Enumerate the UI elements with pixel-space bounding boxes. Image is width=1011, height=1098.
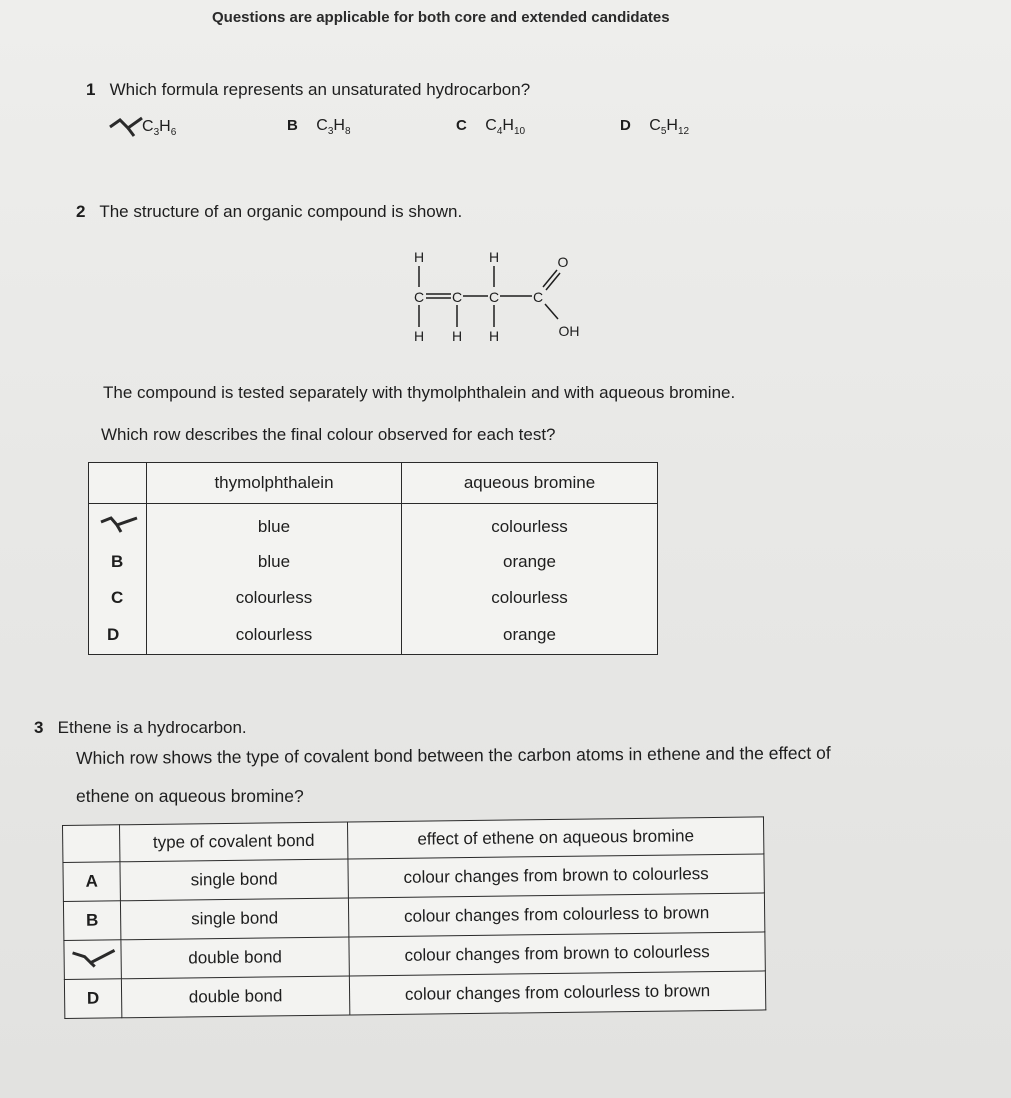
table-header-letter	[89, 463, 147, 504]
q1-option-d-letter: D	[620, 117, 631, 134]
atom-c-3: C	[488, 289, 500, 305]
question-3-prompt-line-1: Which row shows the type of covalent bond between the carbon atoms in ethene and the effect of	[76, 742, 831, 768]
row-b-effect: colour changes from colourless to brown	[348, 893, 764, 937]
row-letter-c	[64, 940, 121, 980]
row-b-bond-type: single bond	[120, 898, 348, 940]
question-2-number: 2	[76, 202, 86, 221]
atom-h-bottom-3: H	[488, 328, 500, 344]
row-letter-c: C	[89, 580, 147, 616]
question-3-prompt-line-2: ethene on aqueous bromine?	[76, 786, 304, 806]
q1-option-c-formula: $C_4H_{10}$	[485, 117, 526, 138]
row-c-bond-type: double bond	[121, 937, 349, 979]
q1-option-d[interactable]	[620, 117, 689, 137]
question-1	[86, 80, 530, 100]
question-2-text: The structure of an organic compound is shown.	[99, 202, 463, 221]
question-2-answer-table	[88, 462, 658, 655]
q1-option-c[interactable]	[456, 117, 525, 137]
atom-h-top-left: H	[413, 249, 425, 265]
question-3-answer-table	[62, 816, 766, 1019]
tick-mark-icon	[99, 514, 139, 536]
row-letter-b: B	[89, 544, 147, 580]
table-row[interactable]	[89, 580, 658, 616]
question-1-number: 1	[86, 80, 96, 99]
table-header-row	[89, 463, 658, 504]
question-2	[76, 202, 462, 222]
q1-option-b-letter: B	[287, 117, 298, 134]
q1-option-a-formula: $C_3H_6$	[142, 118, 177, 139]
atom-h-bottom-2: H	[451, 328, 463, 344]
question-3-number: 3	[34, 718, 44, 737]
table-header-bond-type: type of covalent bond	[120, 822, 348, 862]
row-letter-a	[89, 504, 147, 545]
question-3	[34, 718, 247, 738]
row-a-thymolphthalein: blue	[147, 504, 402, 545]
table-row[interactable]	[89, 544, 658, 580]
atom-c-4: C	[532, 289, 544, 305]
row-d-effect: colour changes from colourless to brown	[349, 971, 765, 1015]
table-row[interactable]	[89, 504, 658, 545]
row-c-effect: colour changes from brown to colourless	[349, 932, 765, 976]
table-header-letter	[63, 825, 120, 863]
question-1-text: Which formula represents an unsaturated hydrocarbon?	[109, 80, 531, 99]
q1-option-b-formula: $C_3H_8$	[316, 117, 351, 138]
row-c-bromine: colourless	[402, 580, 658, 616]
table-row[interactable]	[64, 971, 765, 1019]
q1-option-b[interactable]	[287, 117, 351, 137]
row-a-effect: colour changes from brown to colourless	[348, 854, 764, 898]
atom-c-1: C	[413, 289, 425, 305]
row-a-bond-type: single bond	[120, 859, 348, 901]
q1-option-d-formula: $C_5H_{12}$	[649, 117, 690, 138]
atom-c-2: C	[451, 289, 463, 305]
question-3-text: Ethene is a hydrocarbon.	[57, 718, 247, 737]
row-c-thymolphthalein: colourless	[147, 580, 402, 616]
table-header-aqueous-bromine: aqueous bromine	[402, 463, 658, 504]
table-row[interactable]	[89, 616, 658, 655]
atom-h-bottom-1: H	[413, 328, 425, 344]
page-header: Questions are applicable for both core and extended candidates	[212, 9, 670, 26]
question-2-test-text: The compound is tested separately with thymolphthalein and with aqueous bromine.	[103, 383, 736, 402]
row-letter-b: B	[63, 901, 120, 941]
row-b-thymolphthalein: blue	[147, 544, 402, 580]
atom-oh: OH	[558, 323, 580, 339]
row-letter-a: A	[63, 862, 120, 902]
table-header-thymolphthalein: thymolphthalein	[147, 463, 402, 504]
row-b-bromine: orange	[402, 544, 658, 580]
table-header-effect: effect of ethene on aqueous bromine	[347, 817, 763, 859]
row-letter-d: D	[89, 616, 147, 655]
structural-formula-diagram	[395, 245, 605, 350]
atom-o: O	[557, 254, 569, 270]
row-letter-d: D	[64, 979, 121, 1019]
question-2-prompt: Which row describes the final colour observed for each test?	[101, 425, 556, 444]
row-d-bond-type: double bond	[121, 976, 349, 1018]
row-d-thymolphthalein: colourless	[147, 616, 402, 655]
atom-h-top-right: H	[488, 249, 500, 265]
row-a-bromine: colourless	[402, 504, 658, 545]
row-d-bromine: orange	[402, 616, 658, 655]
q1-option-c-letter: C	[456, 117, 467, 134]
tick-mark-icon	[70, 946, 116, 969]
